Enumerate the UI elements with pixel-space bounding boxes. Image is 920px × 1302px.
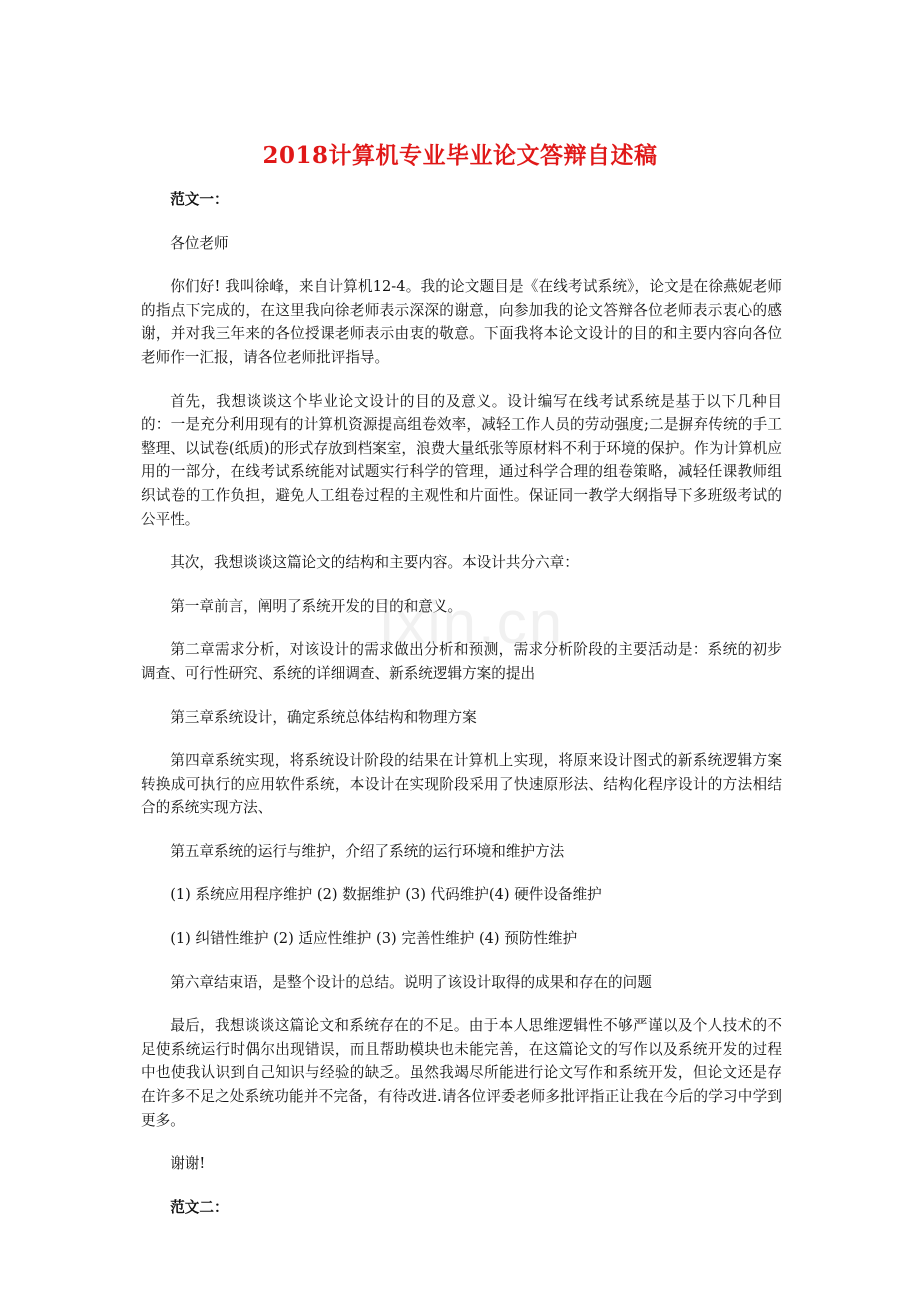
salutation: 各位老师 [170, 234, 229, 252]
paragraph-chapter-6: 第六章结束语，是整个设计的总结。说明了该设计取得的成果和存在的问题 [170, 973, 652, 991]
section-heading-sample-1: 范文一： [170, 191, 229, 208]
paragraph-thanks: 谢谢! [170, 1155, 206, 1173]
paragraph-purpose: 首先，我想谈谈这个毕业论文设计的目的及意义。设计编写在线考试系统是基于以下几种目的：一是充分利用现有的计算机资源提高组卷效率，减轻工作人员的劳动强度;二是摒弃传统的手工整理、以试卷(纸质)的形式存放到档案室，浪费大量纸张等原材料不利于环境的保护。作为计算机应用的一部分，在线考试系统能对试题实行科学的管理，通过科学合理的组卷策略，减轻任课教师组织试卷的工作负担，避免人工组卷过程的主观性和片面性。保证同一教学大纲指导下多班级考试的公平性。 [141, 392, 782, 528]
section-heading-sample-2: 范文二： [170, 1198, 229, 1216]
document-title: 2018计算机专业毕业论文答辩自述稿 [262, 142, 658, 169]
watermark-text: ixin.cn [380, 589, 565, 656]
paragraph-structure: 其次，我想谈谈这篇论文的结构和主要内容。本设计共分六章： [170, 554, 579, 572]
paragraph-chapter-3: 第三章系统设计，确定系统总体结构和物理方案 [170, 708, 477, 726]
paragraph-chapter-4: 第四章系统实现，将系统设计阶段的结果在计算机上实现，将原来设计图式的新系统逻辑方案转换成可执行的应用软件系统，本设计在实现阶段采用了快速原形法、结构化程序设计的方法相结合的系统实现方法、 [141, 752, 782, 817]
paragraph-shortcomings: 最后，我想谈谈这篇论文和系统存在的不足。由于本人思维逻辑性不够严谨以及个人技术的不足使系统运行时偶尔出现错误，而且帮助模块也未能完善，在这篇论文的写作以及系统开发的过程中也使我认识到自己知识与经验的缺乏。虽然我竭尽所能进行论文写作和系统开发，但论文还是存在许多不足之处系统功能并不完备，有待改进.请各位评委老师多批评指正让我在今后的学习中学到更多。 [141, 1017, 782, 1129]
paragraph-chapter-2: 第二章需求分析，对该设计的需求做出分析和预测，需求分析阶段的主要活动是：系统的初步调查、可行性研究、系统的详细调查、新系统逻辑方案的提出 [141, 641, 782, 682]
paragraph-chapter-5: 第五章系统的运行与维护，介绍了系统的运行环境和维护方法 [170, 842, 565, 860]
paragraph-introduction: 你们好! 我叫徐峰，来自计算机12-4。我的论文题目是《在线考试系统》，论文是在徐燕妮老师的指点下完成的，在这里我向徐老师表示深深的谢意，向参加我的论文答辩各位老师表示衷心的感谢，并对我三年来的各位授课老师表示由衷的敬意。下面我将本论文设计的目的和主要内容向各位老师作一汇报，请各位老师批评指导。 [141, 278, 782, 366]
paragraph-chapter-1: 第一章前言，阐明了系统开发的目的和意义。 [170, 597, 463, 615]
document-body [141, 188, 782, 1239]
paragraph-maintenance-list-2: (1) 纠错性维护 (2) 适应性维护 (3) 完善性维护 (4) 预防性维护 [170, 930, 578, 948]
paragraph-maintenance-list-1: (1) 系统应用程序维护 (2) 数据维护 (3) 代码维护(4) 硬件设备维护 [170, 886, 602, 904]
